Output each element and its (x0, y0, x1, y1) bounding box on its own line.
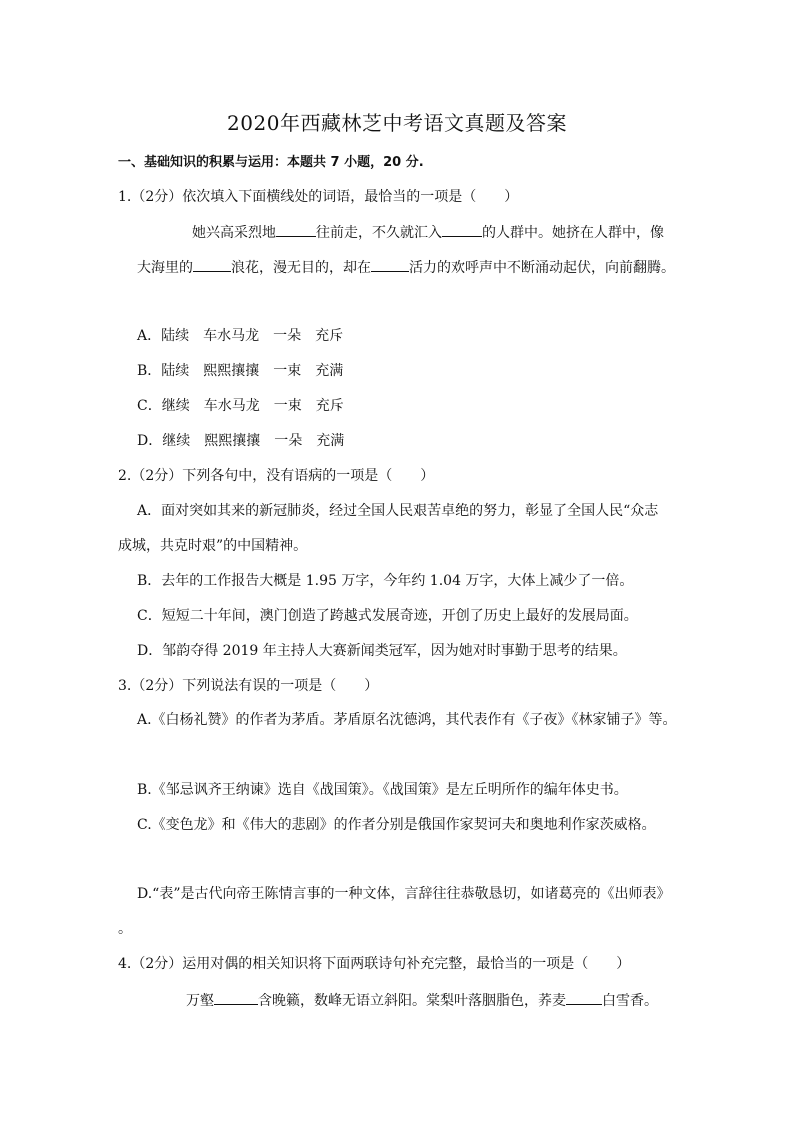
question-4-poem (186, 990, 658, 1010)
question-3-option-a: A.《白杨礼赞》的作者为茅盾。茅盾原名沈德鸿，其代表作有《子夜》《林家铺子》等。 (137, 712, 677, 728)
answer-blank (276, 222, 316, 237)
question-2-option-a-line-1: A．面对突如其来的新冠肺炎，经过全国人民艰苦卓绝的努力，彰显了全国人民“众志 (137, 503, 659, 519)
question-3-option-b: B.《邹忌讽齐王纳谏》选自《战国策》。《战国策》是左丘明所作的编年体史书。 (137, 782, 628, 798)
poem-text: 白雪香。 (602, 993, 658, 1009)
question-2-option-a-line-2: 成城，共克时艰”的中国精神。 (118, 538, 308, 554)
passage-text: 大海里的 (137, 260, 193, 276)
question-4-stem: 4.（2分）运用对偶的相关知识将下面两联诗句补充完整，最恰当的一项是（ ） (118, 956, 631, 972)
answer-blank (193, 257, 231, 272)
question-1-option-b: B．陆续 熙熙攘攘 一束 充满 (137, 363, 344, 379)
section-heading: 一、基础知识的积累与运用：本题共 7 小题，20 分. (118, 155, 424, 170)
question-1-option-a: A．陆续 车水马龙 一朵 充斥 (137, 328, 344, 344)
question-3-stem: 3.（2分）下列说法有误的一项是（ ） (118, 678, 379, 694)
question-1-passage-line-1 (192, 222, 664, 242)
passage-text: 浪花，漫无目的，却在 (231, 260, 371, 276)
passage-text: 往前走，不久就汇入 (316, 225, 442, 241)
passage-text: 的人群中。她挤在人群中，像 (482, 225, 664, 241)
question-2-option-d: D．邹韵夺得 2019 年主持人大赛新闻类冠军，因为她对时事勤于思考的结果。 (137, 643, 627, 659)
question-3-option-d-line-1: D.“表”是古代向帝王陈情言事的一种文体，言辞往往恭敬恳切，如诸葛亮的《出师表》 (137, 886, 671, 902)
question-2-stem: 2.（2分）下列各句中，没有语病的一项是（ ） (118, 468, 435, 484)
poem-text: 含晚籁，数峰无语立斜阳。棠梨叶落胭脂色，荞麦 (258, 993, 566, 1009)
passage-text: 活力的欢呼声中不断涌动起伏，向前翻腾。 (409, 260, 675, 276)
question-1-stem: 1.（2分）依次填入下面横线处的词语，最恰当的一项是（ ） (118, 189, 519, 205)
question-2-option-b: B．去年的工作报告大概是 1.95 万字，今年约 1.04 万字，大体上减少了一倍。 (137, 573, 634, 589)
question-3-option-c: C.《变色龙》和《伟大的悲剧》的作者分别是俄国作家契诃夫和奥地利作家茨威格。 (137, 817, 656, 833)
question-3-option-d-line-2: 。 (118, 921, 132, 937)
question-1-passage-line-2 (137, 257, 675, 277)
answer-blank (442, 222, 482, 237)
answer-blank (566, 990, 602, 1005)
poem-text: 万壑 (186, 993, 214, 1009)
passage-text: 她兴高采烈地 (192, 225, 276, 241)
question-1-option-d: D．继续 熙熙攘攘 一朵 充满 (137, 433, 345, 449)
answer-blank (214, 990, 258, 1005)
question-2-option-c: C．短短二十年间，澳门创造了跨越式发展奇迹，开创了历史上最好的发展局面。 (137, 608, 638, 624)
question-1-option-c: C．继续 车水马龙 一束 充斥 (137, 398, 344, 414)
answer-blank (371, 257, 409, 272)
page-title: 2020年西藏林芝中考语文真题及答案 (227, 111, 567, 135)
